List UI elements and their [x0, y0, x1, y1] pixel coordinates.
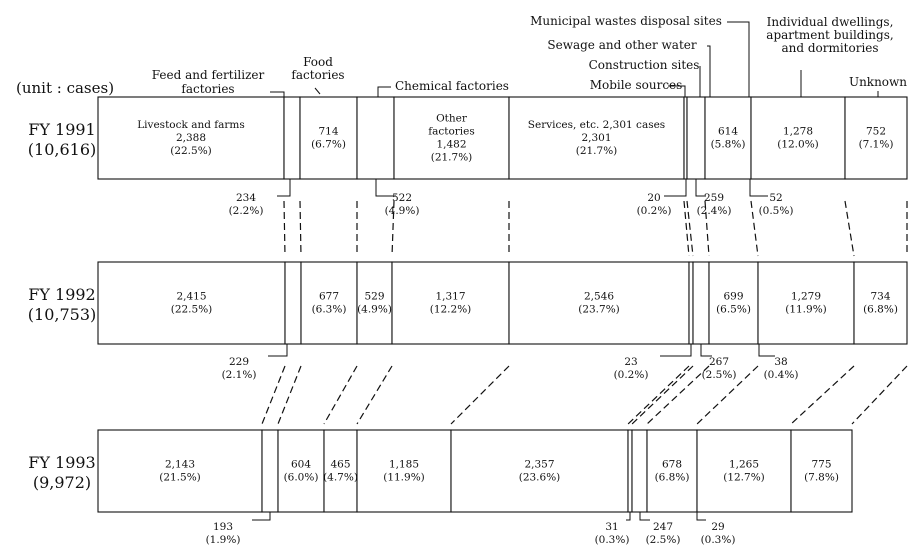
value-label: 614	[717, 125, 739, 138]
value-label: 775	[811, 458, 832, 471]
bar-row-fy-1993	[28, 430, 852, 546]
connector-line	[852, 366, 907, 424]
connector-line	[324, 366, 357, 424]
connector-line	[278, 366, 301, 424]
value-label: (22.5%)	[170, 303, 213, 316]
callout-label: 229	[228, 356, 250, 368]
value-label: (21.7%)	[430, 151, 473, 164]
callout-label: (0.2%)	[613, 369, 649, 381]
category-label: Unknown	[848, 75, 908, 89]
category-leader	[315, 88, 320, 94]
category-label: Municipal wastes disposal sites	[530, 14, 722, 28]
value-label: (4.7%)	[323, 471, 358, 484]
connector-line	[300, 201, 301, 256]
category-headers	[152, 14, 908, 97]
connector-line	[684, 201, 689, 256]
callout-leader	[750, 179, 768, 196]
category-leader	[707, 46, 710, 97]
callout-label: 522	[391, 192, 413, 204]
value-label: (21.7%)	[575, 145, 618, 157]
category-label: Mobile sources	[589, 78, 683, 92]
value-label: (22.5%)	[170, 145, 212, 157]
callout-label: (2.2%)	[228, 205, 264, 217]
value-label: (6.5%)	[716, 303, 751, 316]
callout-label: 38	[774, 356, 788, 368]
category-leader	[727, 22, 749, 97]
callout-label: (2.5%)	[701, 369, 737, 381]
callout-label: 267	[708, 356, 730, 368]
connector-line	[357, 366, 392, 424]
value-label: 2,546	[583, 290, 615, 303]
value-label: (21.5%)	[159, 471, 201, 484]
callout-label: (0.5%)	[758, 205, 794, 217]
bar-segment	[628, 430, 632, 512]
value-label: 752	[865, 125, 887, 138]
bar-segment	[285, 262, 301, 344]
callout-label: 29	[711, 521, 725, 533]
category-label: Individual dwellings,	[766, 15, 894, 29]
callout-leader	[268, 344, 287, 356]
row-total: (10,753)	[27, 305, 97, 324]
value-label: 2,388	[175, 132, 207, 144]
callout-label: (2.1%)	[221, 369, 257, 381]
callout-label: 193	[212, 521, 234, 533]
row-total: (9,972)	[32, 473, 92, 492]
bar-segment	[687, 97, 705, 179]
value-label: 2,301	[581, 132, 612, 144]
callout-leader	[697, 512, 706, 520]
category-label: Chemical factories	[395, 79, 509, 93]
category-label: Sewage and other water	[547, 38, 697, 52]
callout-label: (4.9%)	[384, 205, 420, 217]
category-label: Feed and fertilizer	[151, 68, 265, 82]
category-label: apartment buildings,	[766, 28, 894, 42]
callout-leader	[701, 344, 712, 356]
value-label: Services, etc. 2,301 cases	[527, 119, 666, 131]
value-label: (12.0%)	[777, 138, 819, 151]
category-leader	[270, 92, 284, 97]
category-label: factories	[181, 82, 235, 96]
value-label: (12.2%)	[429, 303, 472, 316]
row-total: (10,616)	[27, 140, 97, 159]
value-label: 1,278	[782, 125, 814, 138]
row-label: FY 1993	[28, 453, 96, 472]
value-label: 1,279	[790, 290, 822, 303]
callout-leader	[640, 512, 650, 520]
value-label: factories	[428, 125, 475, 138]
category-label: Construction sites	[588, 58, 700, 72]
value-label: Other	[436, 112, 467, 125]
value-label: 734	[870, 290, 891, 303]
callout-leader	[664, 179, 686, 196]
value-label: (5.8%)	[710, 138, 746, 151]
bar-segment	[693, 262, 709, 344]
value-label: (7.8%)	[804, 471, 839, 484]
bar-segment	[689, 262, 693, 344]
callout-label: (0.2%)	[636, 205, 672, 217]
callout-label: 23	[624, 356, 638, 368]
value-label: (23.7%)	[578, 303, 620, 316]
value-label: (6.8%)	[863, 303, 898, 316]
value-label: 2,357	[524, 458, 555, 471]
bar-row-fy-1992	[28, 262, 907, 381]
bar-segment	[357, 97, 394, 179]
callout-leader	[759, 344, 775, 356]
value-label: 1,482	[436, 138, 467, 151]
callout-label: 234	[235, 192, 257, 204]
callout-label: (0.4%)	[763, 369, 799, 381]
bar-row-fy-1991	[28, 97, 907, 217]
category-leader	[378, 87, 391, 97]
value-label: (12.7%)	[723, 471, 765, 484]
value-label: 2,143	[164, 458, 196, 471]
row-label: FY 1992	[28, 285, 96, 304]
callout-label: (2.5%)	[645, 534, 681, 546]
connector-line	[791, 366, 854, 424]
value-label: 714	[318, 125, 339, 138]
connector-line	[845, 201, 854, 256]
callout-leader	[277, 179, 290, 196]
callout-label: (1.9%)	[205, 534, 241, 546]
callout-label: (0.3%)	[594, 534, 630, 546]
value-label: 529	[364, 290, 385, 303]
value-label: (4.9%)	[357, 303, 392, 316]
value-label: (11.9%)	[383, 471, 425, 484]
callout-label: 31	[605, 521, 619, 533]
value-label: 465	[330, 458, 351, 471]
value-label: 604	[290, 458, 312, 471]
callout-label: 20	[647, 192, 661, 204]
value-label: 2,415	[176, 290, 207, 303]
value-label: (6.0%)	[283, 471, 319, 484]
callout-leader	[660, 344, 691, 356]
unit-label: (unit : cases)	[16, 79, 115, 97]
category-label: Food	[303, 55, 333, 69]
value-label: 1,317	[435, 290, 466, 303]
value-label: Livestock and farms	[137, 119, 245, 131]
value-label: 1,265	[728, 458, 760, 471]
row-label: FY 1991	[28, 120, 96, 139]
value-label: (6.3%)	[311, 303, 347, 316]
connector-line	[751, 201, 758, 256]
category-label: and dormitories	[781, 41, 879, 55]
connector-line	[647, 366, 709, 424]
bar-segment	[632, 430, 647, 512]
category-label: factories	[291, 68, 345, 82]
connector-line	[262, 366, 285, 424]
callout-label: 52	[769, 192, 783, 204]
callout-leader	[626, 512, 630, 520]
callout-label: 247	[652, 521, 674, 533]
callout-label: 259	[703, 192, 725, 204]
callout-label: (0.3%)	[700, 534, 736, 546]
value-label: 678	[661, 458, 683, 471]
connector-line	[451, 366, 509, 424]
callout-label: (2.4%)	[696, 205, 732, 217]
value-label: (6.8%)	[654, 471, 690, 484]
connector-line	[284, 201, 285, 256]
bar-segment	[262, 430, 278, 512]
value-label: (11.9%)	[785, 303, 827, 316]
value-label: 677	[318, 290, 340, 303]
value-label: 699	[723, 290, 744, 303]
bar-segment	[284, 97, 300, 179]
value-label: (23.6%)	[518, 471, 561, 484]
value-label: 1,185	[388, 458, 420, 471]
value-label: (6.7%)	[311, 138, 346, 151]
callout-leader	[252, 512, 270, 520]
value-label: (7.1%)	[858, 138, 894, 151]
